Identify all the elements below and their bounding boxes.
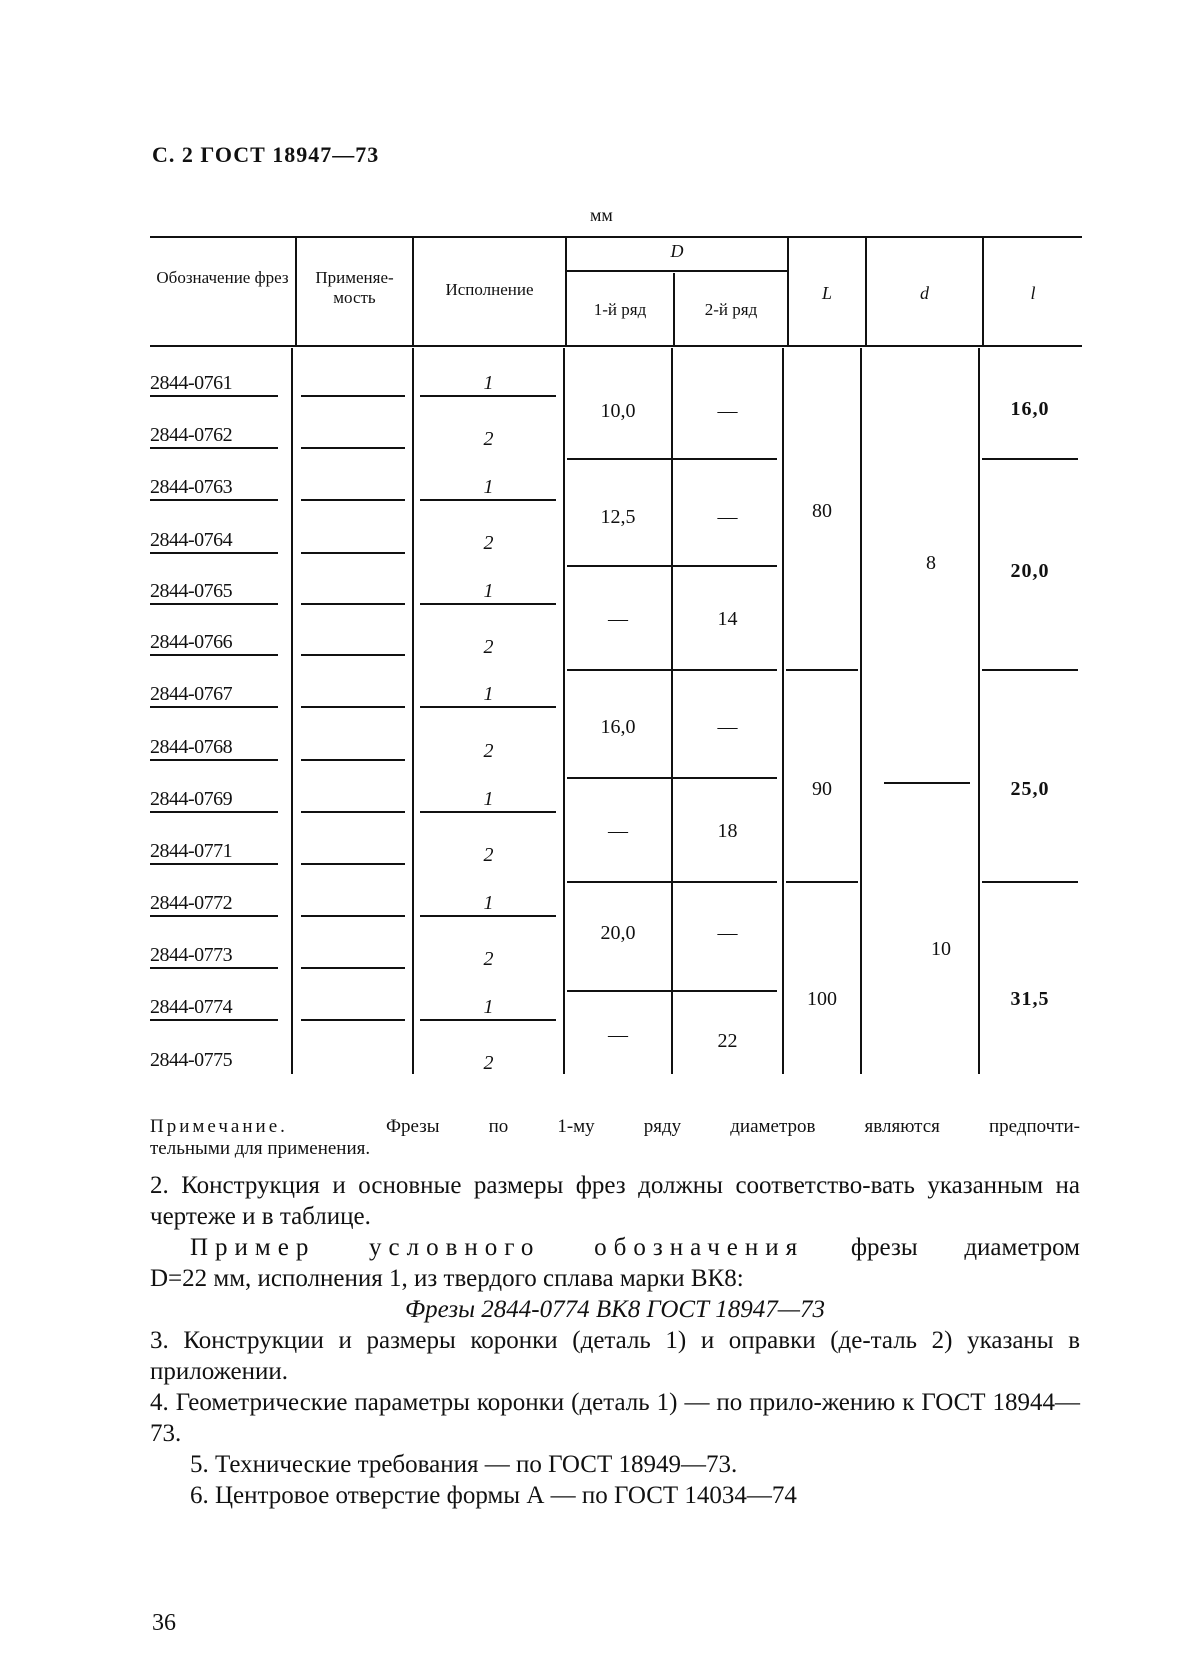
D-row2-value: — [717, 506, 738, 528]
header-bottom-rule [150, 345, 1082, 347]
version-rule [420, 811, 556, 813]
example-block [150, 1232, 1080, 1325]
d-value: 8 [926, 552, 936, 574]
applicability-blank [301, 915, 405, 917]
D-subheader-rule [565, 270, 787, 272]
example-rest: фрезы диаметром [850, 1234, 1081, 1261]
version-rule [420, 915, 556, 917]
D-row2-value: 22 [717, 1030, 738, 1052]
d-value: 10 [931, 938, 951, 960]
L-group-rule [786, 669, 858, 671]
designation: 2844-0772 [150, 892, 233, 914]
D-row1-value: — [608, 608, 628, 630]
applicability-blank [301, 967, 405, 969]
note-text-continued: тельными для применения. [150, 1138, 371, 1159]
l-group-rule [982, 881, 1078, 883]
header-version: Исполнение [445, 280, 534, 299]
header-D: D [670, 241, 684, 261]
designation: 2844-0775 [150, 1049, 233, 1071]
row-underline [150, 603, 278, 605]
version-value: 1 [483, 683, 494, 705]
D-group-rule [567, 990, 777, 992]
paragraph-4: 4. Геометрические параметры коронки (деталь 1) — по прило-жению к ГОСТ 18944—73. [150, 1389, 1080, 1447]
version-rule [420, 1019, 556, 1021]
L-value: 90 [812, 778, 832, 800]
row-underline [150, 967, 278, 969]
D-row2-value: — [717, 400, 738, 422]
D-row2-value: — [717, 716, 738, 738]
version-value: 1 [483, 580, 494, 602]
D-group-rule [567, 458, 777, 460]
D-row1-value: 12,5 [600, 506, 636, 528]
example-line1 [150, 1232, 1080, 1263]
version-value: 2 [483, 1052, 494, 1074]
applicability-blank [301, 447, 405, 449]
l-group-rule [982, 458, 1078, 460]
version-value: 2 [483, 948, 494, 970]
column-divider [563, 348, 565, 1074]
applicability-blank [301, 706, 405, 708]
table-note [150, 1116, 1080, 1160]
applicability-blank [301, 395, 405, 397]
version-value: 2 [483, 428, 494, 450]
applicability-blank [301, 1019, 405, 1021]
row-underline [150, 447, 278, 449]
applicability-blank [301, 863, 405, 865]
l-value: 16,0 [1010, 398, 1050, 420]
designation: 2844-0765 [150, 580, 233, 602]
designation: 2844-0774 [150, 996, 233, 1018]
row-underline [150, 552, 278, 554]
unit-label: мм [590, 205, 613, 225]
column-divider [291, 348, 293, 1074]
designation: 2844-0766 [150, 631, 233, 653]
designation: 2844-0763 [150, 476, 233, 498]
designation: 2844-0768 [150, 736, 233, 758]
designation: 2844-0761 [150, 372, 233, 394]
version-value: 2 [483, 532, 494, 554]
page-number: 36 [152, 1610, 176, 1636]
row-underline [150, 863, 278, 865]
D-group-rule [567, 777, 777, 779]
version-value: 2 [483, 636, 494, 658]
designation: 2844-0767 [150, 683, 233, 705]
l-group-rule [982, 669, 1078, 671]
D-row2-value: 18 [717, 820, 738, 842]
header-l: l [1030, 283, 1036, 303]
version-value: 1 [483, 476, 494, 498]
note-line [150, 1116, 1080, 1138]
D-row2-value: — [717, 922, 738, 944]
column-divider [671, 348, 673, 1074]
paragraph-2: 2. Конструкция и основные размеры фрез должны соответство-вать указанным на чертеже и в таблице. [150, 1172, 1080, 1230]
version-rule [420, 603, 556, 605]
example-line2: D=22 мм, исполнения 1, из твердого сплава марки ВК8: [150, 1265, 744, 1292]
table-top-rule [150, 236, 1082, 238]
row-underline [150, 1019, 278, 1021]
applicability-blank [301, 552, 405, 554]
header-L: L [821, 283, 832, 303]
row-underline [150, 915, 278, 917]
D-row1-value: — [608, 820, 628, 842]
L-group-rule [786, 881, 858, 883]
l-value: 31,5 [1010, 988, 1050, 1010]
applicability-blank [301, 603, 405, 605]
header-applicability: Применяе-мость [315, 268, 394, 307]
page-header: С. 2 ГОСТ 18947—73 [152, 142, 380, 167]
paragraph-3: 3. Конструкции и размеры коронки (деталь 1) и оправки (де-таль 2) указаны в приложении. [150, 1327, 1080, 1385]
l-value: 20,0 [1010, 560, 1050, 582]
example-formula: Фрезы 2844-0774 ВК8 ГОСТ 18947—73 [404, 1296, 825, 1323]
column-divider [782, 348, 784, 1074]
D-row1-value: — [608, 1024, 628, 1046]
l-value: 25,0 [1010, 778, 1050, 800]
row-underline [150, 499, 278, 501]
applicability-blank [301, 759, 405, 761]
version-value: 2 [483, 740, 494, 762]
version-value: 1 [483, 788, 494, 810]
row-underline [150, 395, 278, 397]
header-row2: 2-й ряд [704, 300, 758, 319]
version-rule [420, 395, 556, 397]
version-value: 1 [483, 892, 494, 914]
row-underline [150, 706, 278, 708]
D-row2-value: 14 [717, 608, 738, 630]
row-underline [150, 654, 278, 656]
header-row1: 1-й ряд [593, 300, 647, 319]
column-divider [978, 348, 980, 1074]
D-row1-value: 20,0 [600, 922, 636, 944]
D-row1-value: 10,0 [600, 400, 636, 422]
row-underline [150, 811, 278, 813]
row-underline [150, 759, 278, 761]
d-group-rule [884, 782, 970, 784]
designation: 2844-0773 [150, 944, 233, 966]
header-d: d [920, 283, 929, 303]
version-value: 1 [483, 372, 494, 394]
L-value: 80 [812, 500, 832, 522]
applicability-blank [301, 499, 405, 501]
L-value: 100 [807, 988, 837, 1010]
applicability-blank [301, 654, 405, 656]
example-label: Пример условного обозначения [190, 1234, 805, 1261]
paragraph-5: 5. Технические требования — по ГОСТ 18949—73. [190, 1451, 738, 1478]
version-rule [420, 499, 556, 501]
version-value: 1 [483, 996, 494, 1018]
note-label: Примечание. [150, 1116, 288, 1137]
header-designation: Обозначение фрез [156, 268, 289, 287]
designation: 2844-0762 [150, 424, 233, 446]
applicability-blank [301, 811, 405, 813]
D-group-rule [567, 565, 777, 567]
designation: 2844-0771 [150, 840, 233, 862]
version-value: 2 [483, 844, 494, 866]
D-group-rule [567, 881, 777, 883]
designation: 2844-0764 [150, 529, 233, 551]
D-group-rule [567, 669, 777, 671]
column-divider [860, 348, 862, 1074]
paragraph-6: 6. Центровое отверстие формы А — по ГОСТ 14034—74 [190, 1482, 797, 1509]
note-text: Фрезы по 1-му ряду диаметров являются предпочти- [386, 1116, 1080, 1137]
D-row1-value: 16,0 [600, 716, 636, 738]
designation: 2844-0769 [150, 788, 233, 810]
version-rule [420, 706, 556, 708]
